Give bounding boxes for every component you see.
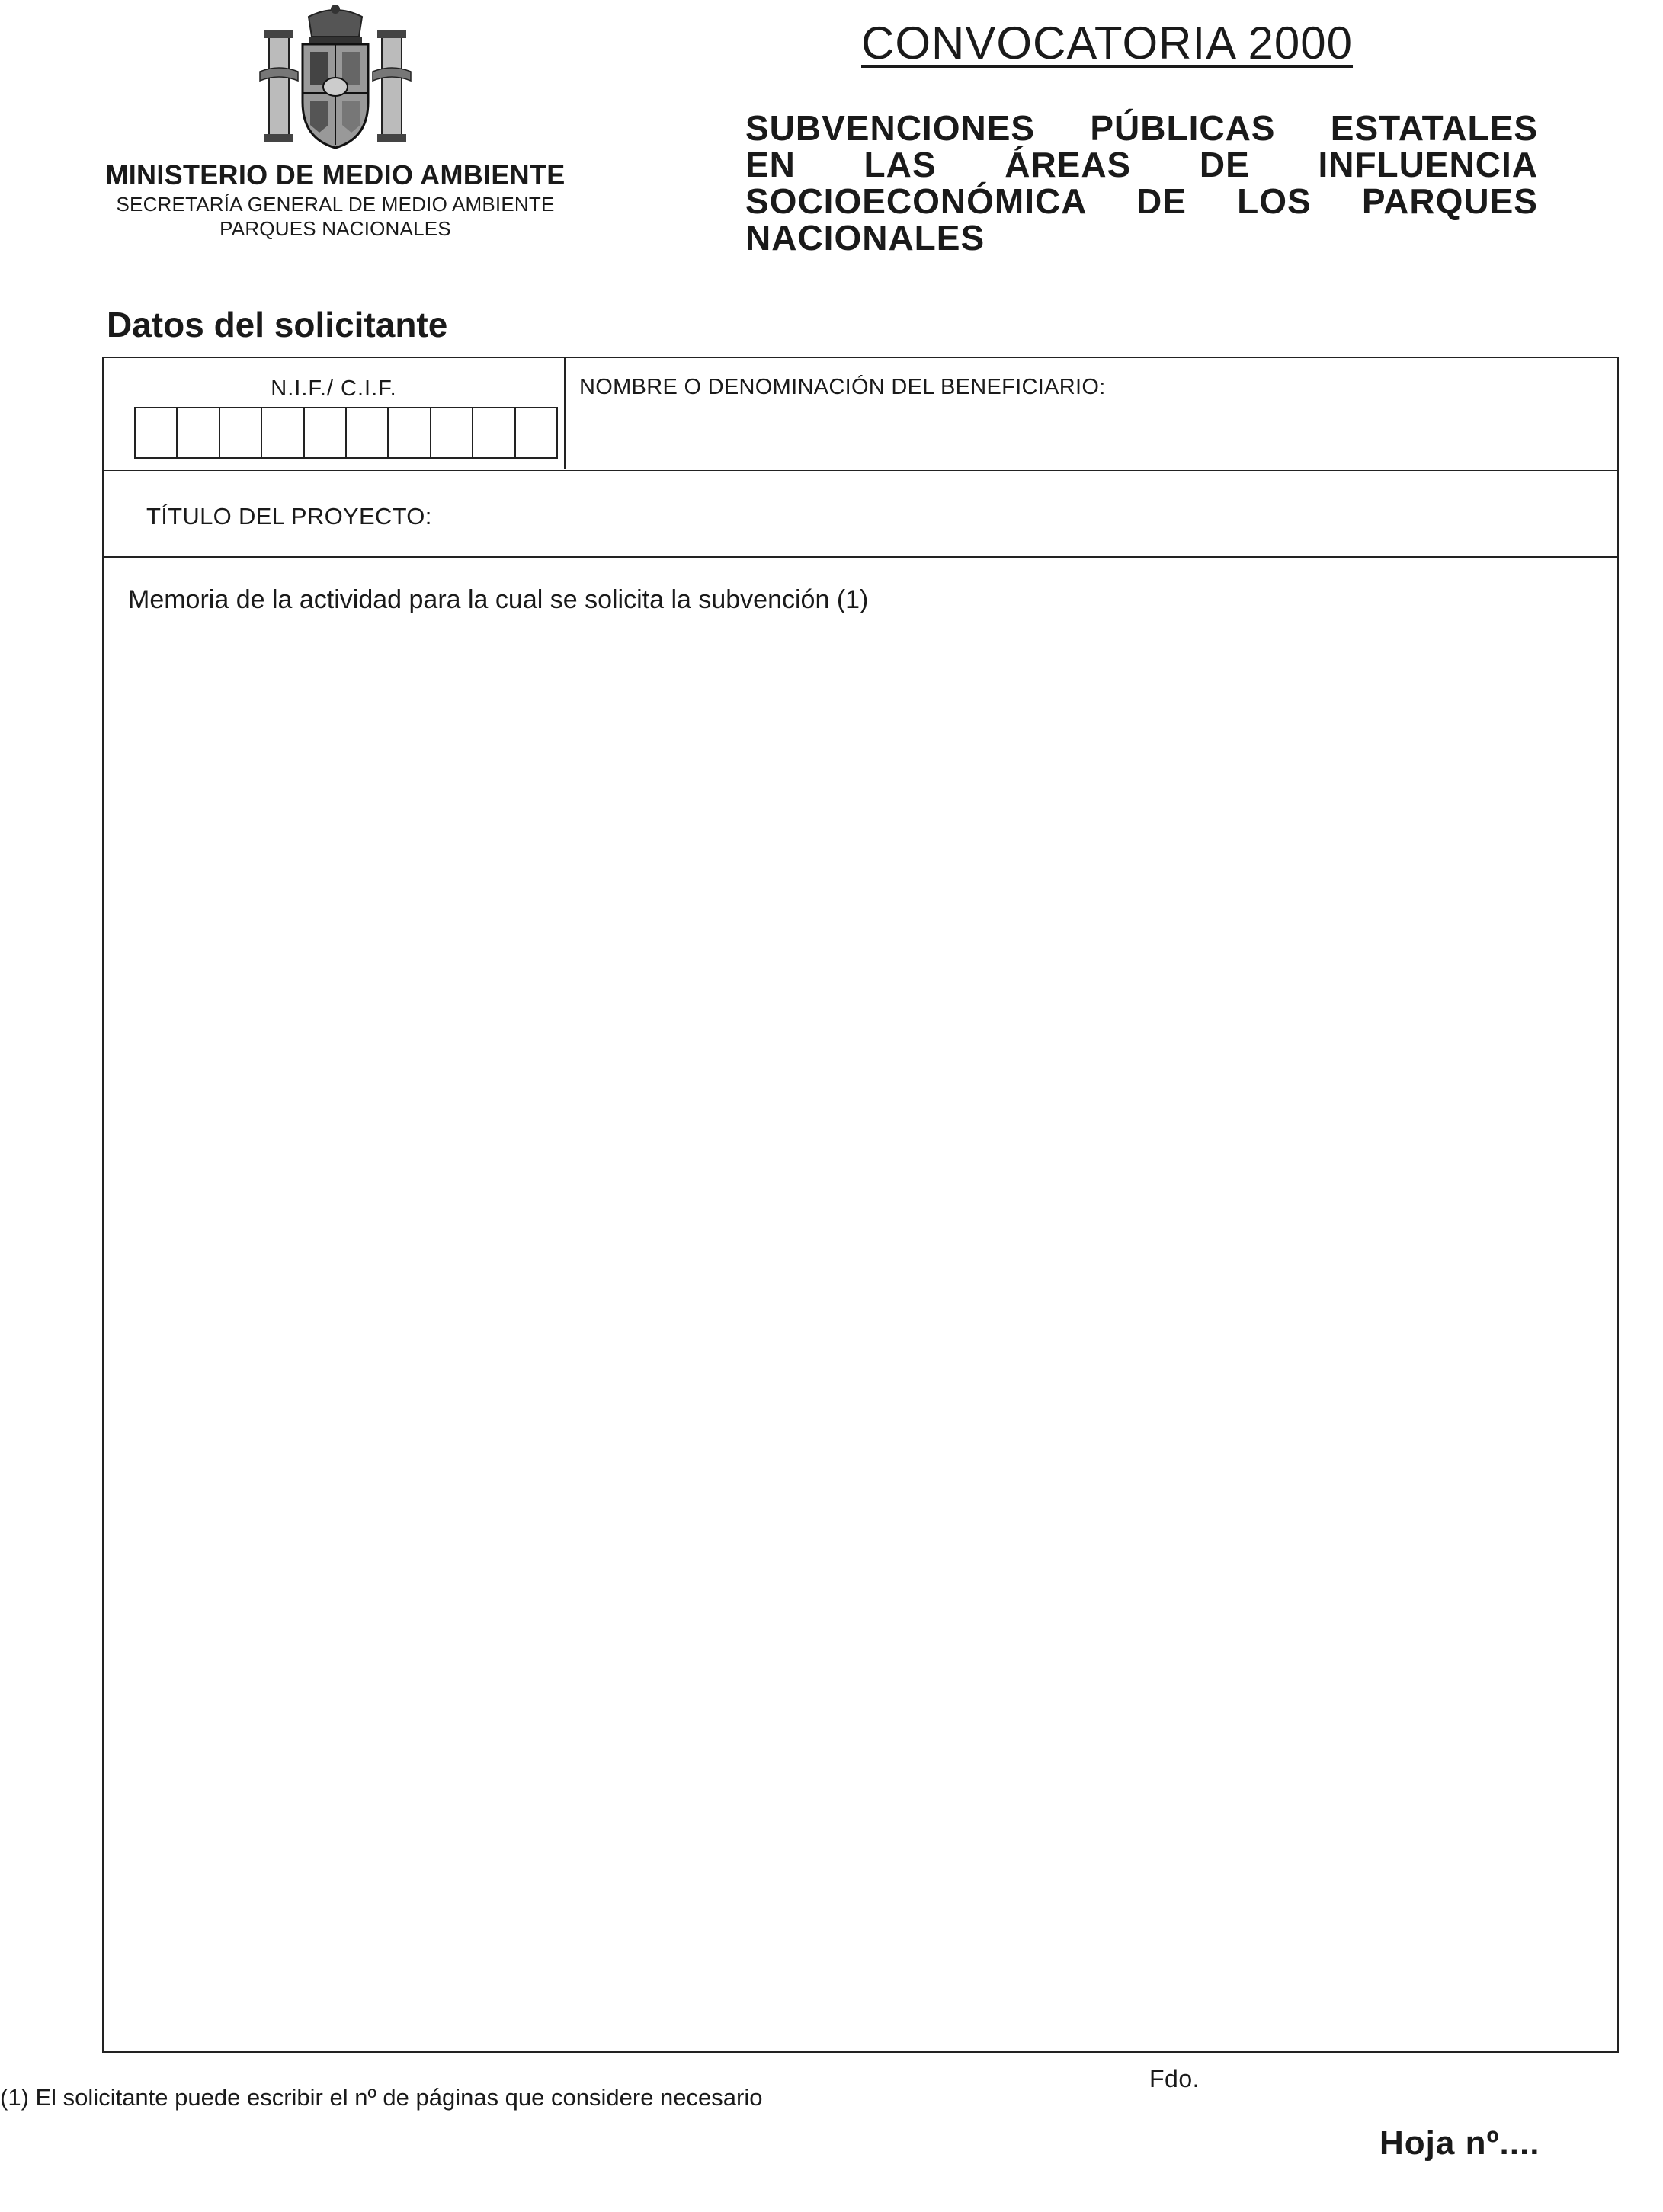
call-subtitle-line: SOCIOECONÓMICA DE LOS PARQUES: [745, 181, 1538, 221]
call-title: CONVOCATORIA 2000: [861, 18, 1354, 69]
ministry-name: MINISTERIO DE MEDIO AMBIENTE: [105, 159, 566, 190]
nif-char-box[interactable]: [178, 408, 219, 457]
activity-report-field[interactable]: [104, 558, 1617, 2051]
nif-char-box[interactable]: [262, 408, 304, 457]
project-title-field[interactable]: [104, 471, 1617, 558]
nif-label: N.I.F./ C.I.F.: [271, 376, 397, 401]
nif-char-box[interactable]: [136, 408, 178, 457]
nif-char-box[interactable]: [516, 408, 556, 457]
coat-of-arms-icon: [255, 3, 415, 152]
call-subtitle-line: EN LAS ÁREAS DE INFLUENCIA: [745, 145, 1538, 184]
nif-char-box[interactable]: [473, 408, 515, 457]
beneficiary-name-label: NOMBRE O DENOMINACIÓN DEL BENEFICIARIO:: [579, 375, 1106, 399]
signature-label: Fdo.: [1149, 2065, 1200, 2092]
nif-char-box[interactable]: [431, 408, 473, 457]
nif-char-box[interactable]: [389, 408, 431, 457]
project-title-label: TÍTULO DEL PROYECTO:: [146, 503, 432, 530]
ministry-block: [46, 158, 625, 241]
nif-char-box[interactable]: [305, 408, 347, 457]
department-name: PARQUES NACIONALES: [219, 217, 451, 240]
form-row-identification: [104, 358, 1617, 471]
applicant-form: [102, 357, 1619, 2053]
call-subtitle-line: NACIONALES: [745, 218, 985, 258]
beneficiary-name-field[interactable]: [566, 358, 1617, 469]
nif-cell: [104, 358, 566, 469]
footnote: (1) El solicitante puede escribir el nº de páginas que considere necesario: [0, 2084, 763, 2111]
call-subtitle: [745, 110, 1538, 256]
secretariat-name: SECRETARÍA GENERAL DE MEDIO AMBIENTE: [116, 193, 555, 216]
activity-report-label: Memoria de la actividad para la cual se solicita la subvención (1): [128, 585, 869, 614]
call-subtitle-line: SUBVENCIONES PÚBLICAS ESTATALES: [745, 108, 1538, 148]
section-heading: Datos del solicitante: [107, 305, 448, 344]
nif-char-box[interactable]: [347, 408, 389, 457]
nif-input-boxes[interactable]: [134, 407, 558, 459]
sheet-number: Hoja nº....: [1379, 2124, 1540, 2162]
nif-char-box[interactable]: [220, 408, 262, 457]
